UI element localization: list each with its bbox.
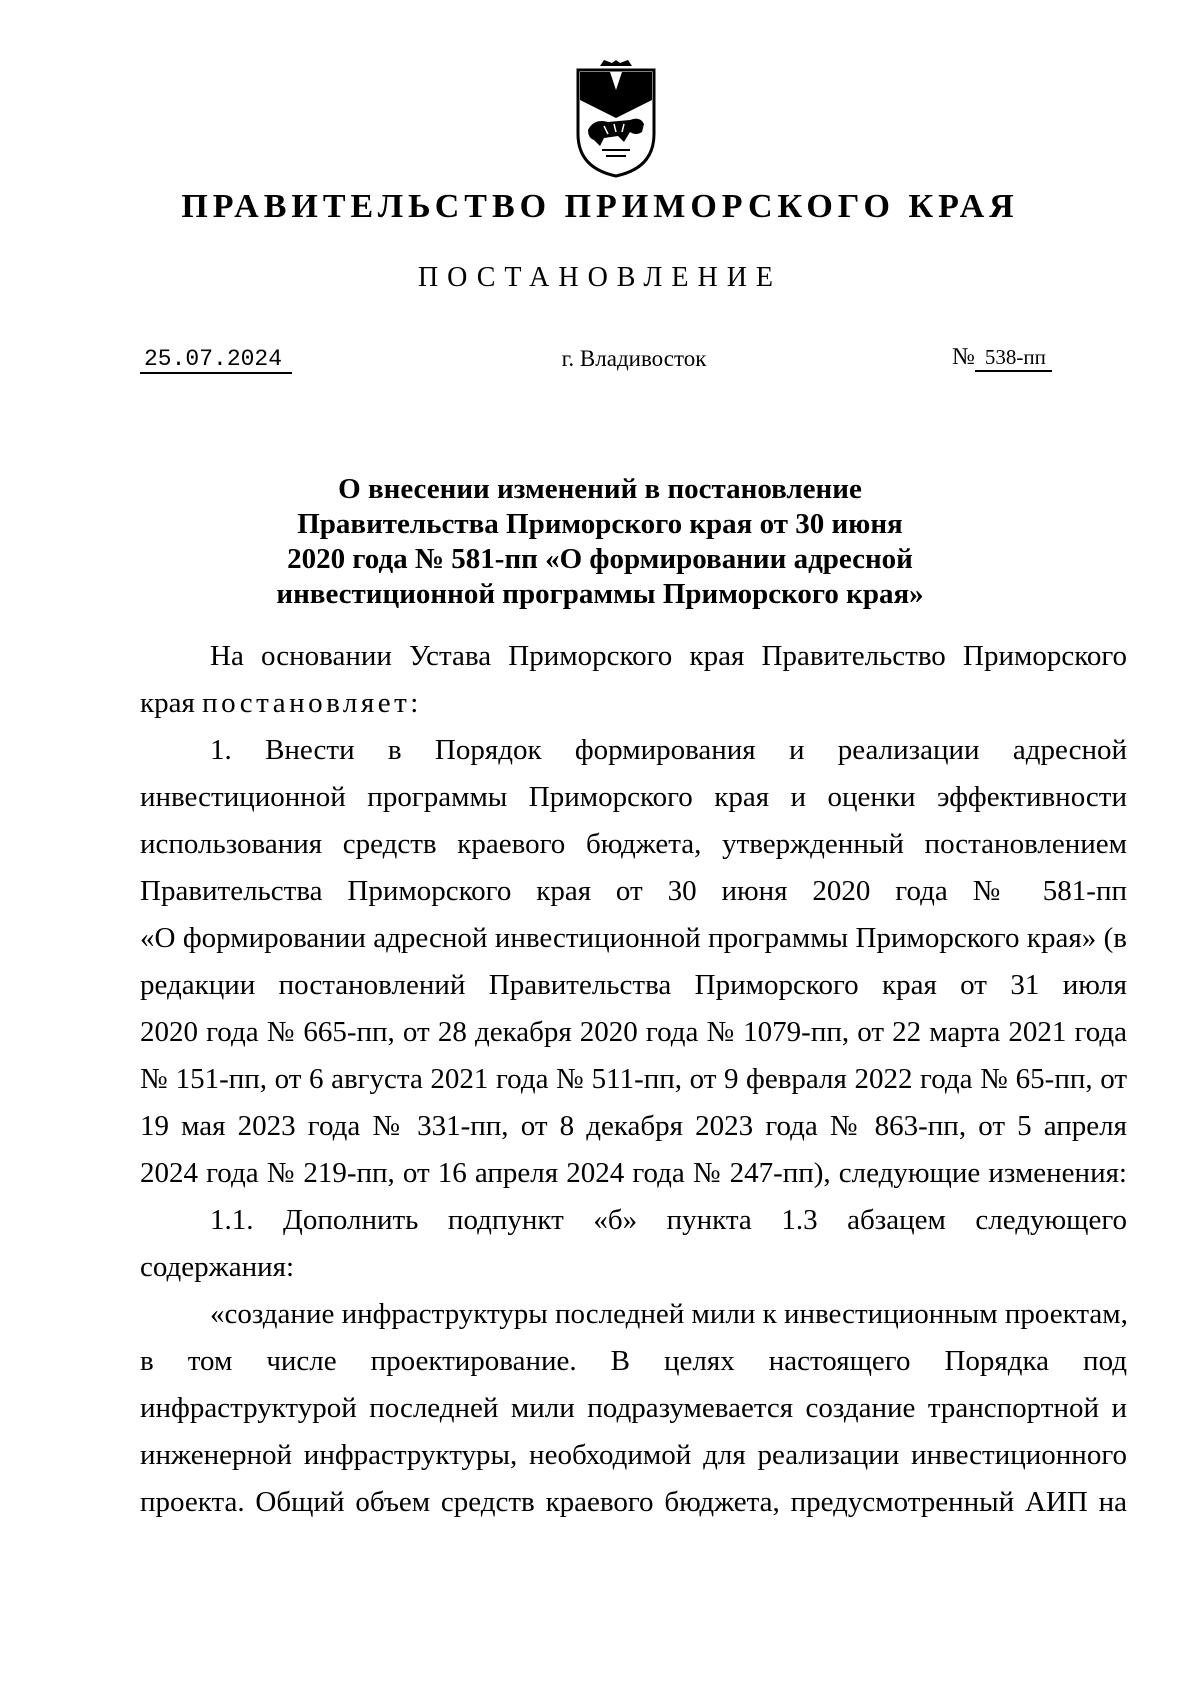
coat-of-arms-emblem [574,60,658,180]
body-line: содержания: [140,1251,295,1283]
body-line: проекта. Общий объем средств краевого бюджета, предусмотренный АИП на [140,1486,1127,1518]
document-number [952,344,1052,372]
title-line: О внесении изменений в постановление [338,473,862,505]
title-line: Правительства Приморского края от 30 июня [297,508,903,540]
body-line: «создание инфраструктуры последней мили к инвестиционным проектам, [210,1298,1128,1330]
body-emphasis: постановляет: [202,687,422,719]
document-type: ПОСТАНОВЛЕНИЕ [417,262,783,293]
title-line: 2020 года № 581-пп «О формировании адресной [287,543,913,575]
date-value: 25.07.2024 [140,346,292,374]
body-line: инфраструктурой последней мили подразумевается создание транспортной и [140,1392,1127,1424]
body-line: № 151-пп, от 6 августа 2021 года № 511-пп, от 9 февраля 2022 года № 65-пп, от [140,1063,1127,1095]
organization-title: ПРАВИТЕЛЬСТВО ПРИМОРСКОГО КРАЯ [181,188,1019,225]
body-line: инвестиционной программы Приморского края и оценки эффективности [140,781,1127,813]
body-line: в том числе проектирование. В целях настоящего Порядка под [140,1345,1127,1377]
body-line: 2024 года № 219-пп, от 16 апреля 2024 года № 247-пп), следующие изменения: [140,1157,1127,1189]
body-line: 2020 года № 665-пп, от 28 декабря 2020 года № 1079-пп, от 22 марта 2021 года [140,1016,1127,1048]
body-line: «О формировании адресной инвестиционной программы Приморского края» (в [140,922,1127,954]
body-line [140,687,1127,720]
title-line: инвестиционной программы Приморского края» [276,578,924,610]
body-line: 1.1. Дополнить подпункт «б» пункта 1.3 абзацем следующего [210,1204,1127,1236]
body-line: использования средств краевого бюджета, утвержденный постановлением [140,828,1127,860]
document-title [200,472,1000,612]
body-line: инженерной инфраструктуры, необходимой для реализации инвестиционного [140,1439,1127,1471]
body-line: редакции постановлений Правительства Приморского края от 31 июля [140,969,1127,1001]
body-line: На основании Устава Приморского края Правительство Приморского [210,640,1127,672]
body-line: 19 мая 2023 года № 331-пп, от 8 декабря 2023 года № 863-пп, от 5 апреля [140,1110,1127,1142]
document-city: г. Владивосток [561,346,707,371]
body-line: 1. Внести в Порядок формирования и реализации адресной [210,734,1127,766]
body-line: Правительства Приморского края от 30 июня 2020 года № 581-пп [140,875,1127,907]
number-value: 538-пп [975,345,1052,372]
body-word: края [140,687,195,719]
number-prefix: № [952,344,975,370]
